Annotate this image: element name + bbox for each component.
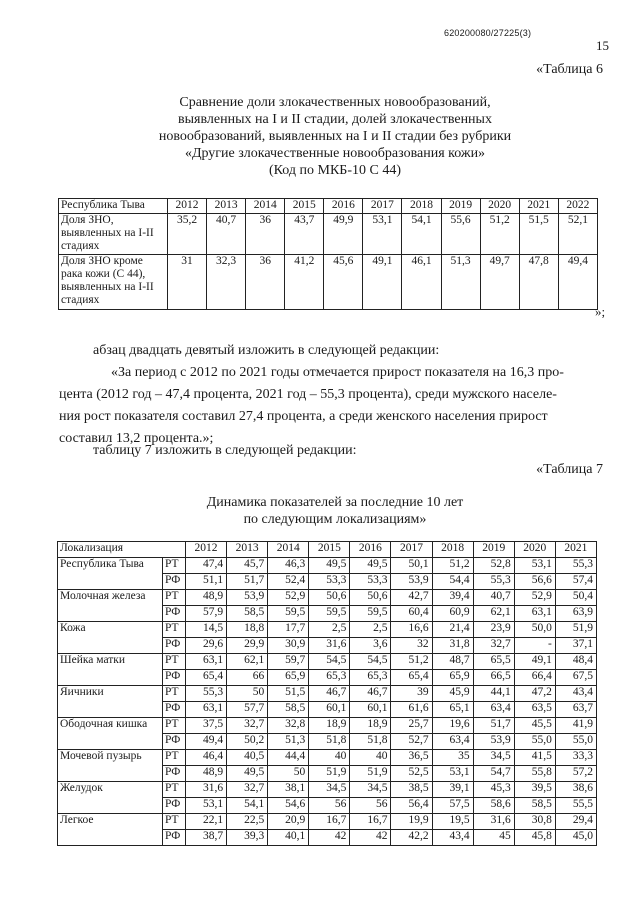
value-cell: 36 [246,255,285,310]
value-cell: 34,5 [309,782,350,798]
value-cell: 40,7 [473,590,514,606]
value-cell: 51,9 [350,766,391,782]
value-cell: 3,6 [350,638,391,654]
table7-header-row [58,542,597,558]
year-header: 2014 [268,542,309,558]
value-cell: 41,5 [514,750,555,766]
value-cell: 58,6 [473,798,514,814]
value-cell: 51,1 [186,574,227,590]
value-cell: 49,5 [350,558,391,574]
value-cell: 63,1 [186,654,227,670]
value-cell: 45,6 [324,255,363,310]
value-cell: 57,7 [227,702,268,718]
value-cell: 55,3 [186,686,227,702]
value-cell: 66 [227,670,268,686]
value-cell: 55,0 [514,734,555,750]
quote-line: «За период с 2012 по 2021 годы отмечается прирост показателя на 16,3 про- [111,365,564,380]
value-cell: 31,8 [432,638,473,654]
value-cell: 57,5 [432,798,473,814]
year-header: 2019 [441,199,480,214]
value-cell: 39,1 [432,782,473,798]
value-cell: 43,4 [555,686,596,702]
value-cell: 60,4 [391,606,432,622]
year-header: 2016 [324,199,363,214]
title-line: Динамика показателей за последние 10 лет [206,495,464,510]
title-line: по следующим локализациям» [243,512,427,527]
title-line: выявленных на I и II стадии, долей злокачественных [178,112,492,127]
value-cell: 53,3 [350,574,391,590]
value-cell: 46,7 [350,686,391,702]
value-cell: 2,5 [309,622,350,638]
value-cell: 65,4 [186,670,227,686]
value-cell: 52,9 [268,590,309,606]
value-cell: 49,7 [480,255,519,310]
value-cell: 45,9 [432,686,473,702]
value-cell: 57,9 [186,606,227,622]
value-cell: 49,1 [363,255,402,310]
instruction-paragraph-2: таблицу 7 изложить в следующей редакции: [93,443,357,458]
region-code: РФ [163,830,186,846]
year-header: 2018 [432,542,473,558]
value-cell: 60,1 [309,702,350,718]
value-cell: 51,3 [268,734,309,750]
title-line: «Другие злокачественные новообразования кожи» [184,146,486,161]
value-cell: 54,1 [227,798,268,814]
region-code: РФ [163,766,186,782]
table6 [58,198,598,310]
table6-header-row [59,199,598,214]
value-cell: 46,3 [268,558,309,574]
region-code: РТ [163,782,186,798]
value-cell: 40,5 [227,750,268,766]
value-cell: 53,9 [391,574,432,590]
value-cell: 50,1 [391,558,432,574]
localization-name: Кожа [58,622,163,654]
value-cell: 44,4 [268,750,309,766]
value-cell: 53,3 [309,574,350,590]
value-cell: 45,0 [555,830,596,846]
value-cell: 32,7 [227,782,268,798]
year-header: 2012 [186,542,227,558]
value-cell: 54,6 [268,798,309,814]
table7-row [58,782,597,798]
table7-row [58,590,597,606]
value-cell: 30,8 [514,814,555,830]
value-cell: 37,5 [186,718,227,734]
value-cell: 40 [309,750,350,766]
table6-row [59,255,598,310]
value-cell: 42 [350,830,391,846]
region-code: РФ [163,702,186,718]
value-cell: 45,7 [227,558,268,574]
value-cell: 55,3 [555,558,596,574]
value-cell: 45,3 [473,782,514,798]
value-cell: 16,6 [391,622,432,638]
value-cell: 63,9 [555,606,596,622]
value-cell: 45,5 [514,718,555,734]
value-cell: 31,6 [186,782,227,798]
value-cell: 53,1 [186,798,227,814]
table7-row [58,558,597,574]
value-cell: 56,4 [391,798,432,814]
value-cell: 51,5 [268,686,309,702]
year-header: 2021 [519,199,558,214]
value-cell: 46,1 [402,255,441,310]
value-cell: 63,1 [186,702,227,718]
value-cell: 65,9 [432,670,473,686]
value-cell: 53,9 [473,734,514,750]
value-cell: 50,2 [227,734,268,750]
region-code: РТ [163,814,186,830]
region-code: РФ [163,638,186,654]
value-cell: 63,1 [514,606,555,622]
value-cell: 65,9 [268,670,309,686]
value-cell: 30,9 [268,638,309,654]
table6-reference: «Таблица 6 [536,62,603,77]
value-cell: 34,5 [350,782,391,798]
value-cell: 46,7 [309,686,350,702]
value-cell: 38,6 [555,782,596,798]
table7-title [60,494,610,528]
value-cell: 55,8 [514,766,555,782]
value-cell: 50 [268,766,309,782]
value-cell: 47,8 [519,255,558,310]
quote-line: цента (2012 год – 47,4 процента, 2021 год – 55,3 процента), среди мужского населе- [59,387,557,402]
value-cell: 48,9 [186,766,227,782]
value-cell: 55,0 [555,734,596,750]
value-cell: 48,4 [555,654,596,670]
row-label: Доля ЗНО кроме рака кожи (С 44), выявленных на I-II стадиях [59,255,168,310]
value-cell: 18,9 [309,718,350,734]
value-cell: 16,7 [309,814,350,830]
value-cell: 45 [473,830,514,846]
value-cell: 66,5 [473,670,514,686]
value-cell: 32,7 [473,638,514,654]
value-cell: 43,7 [285,214,324,255]
value-cell: 31 [168,255,207,310]
value-cell: 65,3 [350,670,391,686]
value-cell: 51,8 [350,734,391,750]
value-cell: 65,5 [473,654,514,670]
value-cell: 60,1 [350,702,391,718]
value-cell: 52,4 [268,574,309,590]
value-cell: 23,9 [473,622,514,638]
value-cell: 51,5 [519,214,558,255]
value-cell: 52,9 [514,590,555,606]
value-cell: 19,9 [391,814,432,830]
page-number: 15 [596,38,609,53]
year-header: 2017 [363,199,402,214]
region-code: РФ [163,670,186,686]
table7-reference: «Таблица 7 [536,462,603,477]
region-code: РФ [163,574,186,590]
region-code: РТ [163,686,186,702]
value-cell: 67,5 [555,670,596,686]
year-header: 2020 [514,542,555,558]
year-header: 2013 [227,542,268,558]
value-cell: 33,3 [555,750,596,766]
value-cell: 52,8 [473,558,514,574]
value-cell: 55,5 [555,798,596,814]
value-cell: 51,7 [227,574,268,590]
value-cell: 59,5 [268,606,309,622]
localization-name: Яичники [58,686,163,718]
value-cell: 63,5 [514,702,555,718]
value-cell: 37,1 [555,638,596,654]
table6-header-label: Республика Тыва [59,199,168,214]
value-cell: 52,7 [391,734,432,750]
value-cell: 43,4 [432,830,473,846]
value-cell: 41,2 [285,255,324,310]
value-cell: 29,6 [186,638,227,654]
value-cell: 49,4 [186,734,227,750]
value-cell: 50,6 [309,590,350,606]
value-cell: 40,1 [268,830,309,846]
value-cell: 54,5 [350,654,391,670]
localization-name: Мочевой пузырь [58,750,163,782]
value-cell: 20,9 [268,814,309,830]
value-cell: 32,8 [268,718,309,734]
value-cell: 21,4 [432,622,473,638]
region-code: РФ [163,798,186,814]
value-cell: 58,5 [514,798,555,814]
value-cell: 51,2 [480,214,519,255]
region-code: РТ [163,750,186,766]
quoted-paragraph [59,362,593,450]
value-cell: 14,5 [186,622,227,638]
region-code: РТ [163,558,186,574]
value-cell: 56 [309,798,350,814]
localization-name: Желудок [58,782,163,814]
localization-name: Республика Тыва [58,558,163,590]
value-cell: 25,7 [391,718,432,734]
value-cell: 39,4 [432,590,473,606]
year-header: 2018 [402,199,441,214]
value-cell: 62,1 [473,606,514,622]
value-cell: 39,3 [227,830,268,846]
value-cell: 65,1 [432,702,473,718]
year-header: 2015 [309,542,350,558]
value-cell: 16,7 [350,814,391,830]
value-cell: 42,2 [391,830,432,846]
value-cell: 47,4 [186,558,227,574]
value-cell: 57,4 [555,574,596,590]
value-cell: - [514,638,555,654]
value-cell: 59,5 [350,606,391,622]
title-line: Сравнение доли злокачественных новообразований, [179,95,491,110]
localization-name: Шейка матки [58,654,163,686]
year-header: 2022 [558,199,597,214]
value-cell: 50 [227,686,268,702]
value-cell: 31,6 [473,814,514,830]
quote-line: ния рост показателя составил 27,4 процента, а среди женского населения прирост [59,409,548,424]
value-cell: 48,7 [432,654,473,670]
year-header: 2020 [480,199,519,214]
value-cell: 2,5 [350,622,391,638]
value-cell: 66,4 [514,670,555,686]
value-cell: 53,1 [432,766,473,782]
value-cell: 42,7 [391,590,432,606]
value-cell: 49,5 [227,766,268,782]
value-cell: 49,9 [324,214,363,255]
value-cell: 47,2 [514,686,555,702]
value-cell: 35 [432,750,473,766]
region-code: РТ [163,654,186,670]
value-cell: 56,6 [514,574,555,590]
table7-row [58,686,597,702]
year-header: 2017 [391,542,432,558]
table7-row [58,718,597,734]
table7-header-label: Локализация [58,542,186,558]
table6-title [60,94,610,179]
value-cell: 51,2 [391,654,432,670]
value-cell: 36,5 [391,750,432,766]
value-cell: 63,4 [473,702,514,718]
localization-name: Ободочная кишка [58,718,163,750]
value-cell: 32,7 [227,718,268,734]
value-cell: 39 [391,686,432,702]
value-cell: 40,7 [207,214,246,255]
document-id: 620200080/27225(3) [444,28,532,38]
value-cell: 44,1 [473,686,514,702]
value-cell: 22,1 [186,814,227,830]
year-header: 2014 [246,199,285,214]
value-cell: 31,6 [309,638,350,654]
value-cell: 17,7 [268,622,309,638]
value-cell: 51,8 [309,734,350,750]
value-cell: 54,1 [402,214,441,255]
value-cell: 65,4 [391,670,432,686]
title-line: новообразований, выявленных на I и II стадии без рубрики [158,129,512,144]
region-code: РТ [163,590,186,606]
year-header: 2012 [168,199,207,214]
year-header: 2016 [350,542,391,558]
value-cell: 55,3 [473,574,514,590]
value-cell: 35,2 [168,214,207,255]
value-cell: 63,4 [432,734,473,750]
region-code: РФ [163,734,186,750]
value-cell: 38,1 [268,782,309,798]
value-cell: 50,4 [555,590,596,606]
value-cell: 61,6 [391,702,432,718]
value-cell: 50,6 [350,590,391,606]
value-cell: 34,5 [473,750,514,766]
value-cell: 56 [350,798,391,814]
value-cell: 19,5 [432,814,473,830]
value-cell: 52,5 [391,766,432,782]
value-cell: 60,9 [432,606,473,622]
value-cell: 54,4 [432,574,473,590]
value-cell: 22,5 [227,814,268,830]
year-header: 2013 [207,199,246,214]
table7-row [58,750,597,766]
value-cell: 48,9 [186,590,227,606]
value-cell: 49,1 [514,654,555,670]
row-label: Доля ЗНО, выявленных на I-II стадиях [59,214,168,255]
value-cell: 65,3 [309,670,350,686]
title-line: (Код по МКБ-10 С 44) [268,163,401,178]
value-cell: 45,8 [514,830,555,846]
value-cell: 59,5 [309,606,350,622]
value-cell: 49,4 [558,255,597,310]
value-cell: 49,5 [309,558,350,574]
quote-line: составил 13,2 процента.»; [59,431,214,446]
table6-row [59,214,598,255]
value-cell: 18,9 [350,718,391,734]
value-cell: 62,1 [227,654,268,670]
value-cell: 53,9 [227,590,268,606]
value-cell: 36 [246,214,285,255]
table6-closing-quote: »; [595,304,606,319]
value-cell: 39,5 [514,782,555,798]
value-cell: 40 [350,750,391,766]
region-code: РФ [163,606,186,622]
value-cell: 58,5 [227,606,268,622]
value-cell: 19,6 [432,718,473,734]
value-cell: 63,7 [555,702,596,718]
year-header: 2015 [285,199,324,214]
value-cell: 55,6 [441,214,480,255]
value-cell: 51,2 [432,558,473,574]
value-cell: 38,7 [186,830,227,846]
value-cell: 32,3 [207,255,246,310]
value-cell: 58,5 [268,702,309,718]
value-cell: 54,5 [309,654,350,670]
instruction-paragraph-1: абзац двадцать девятый изложить в следующей редакции: [93,343,440,358]
value-cell: 50,0 [514,622,555,638]
value-cell: 29,4 [555,814,596,830]
localization-name: Молочная железа [58,590,163,622]
year-header: 2021 [555,542,596,558]
table7-row [58,814,597,830]
table7-row [58,654,597,670]
region-code: РТ [163,718,186,734]
value-cell: 52,1 [558,214,597,255]
value-cell: 42 [309,830,350,846]
table7 [57,541,597,846]
table7-row [58,622,597,638]
value-cell: 41,9 [555,718,596,734]
value-cell: 51,9 [555,622,596,638]
region-code: РТ [163,622,186,638]
value-cell: 51,3 [441,255,480,310]
value-cell: 38,5 [391,782,432,798]
value-cell: 53,1 [363,214,402,255]
value-cell: 46,4 [186,750,227,766]
value-cell: 32 [391,638,432,654]
localization-name: Легкое [58,814,163,846]
value-cell: 51,9 [309,766,350,782]
value-cell: 59,7 [268,654,309,670]
value-cell: 29,9 [227,638,268,654]
value-cell: 57,2 [555,766,596,782]
value-cell: 51,7 [473,718,514,734]
value-cell: 53,1 [514,558,555,574]
year-header: 2019 [473,542,514,558]
value-cell: 54,7 [473,766,514,782]
value-cell: 18,8 [227,622,268,638]
